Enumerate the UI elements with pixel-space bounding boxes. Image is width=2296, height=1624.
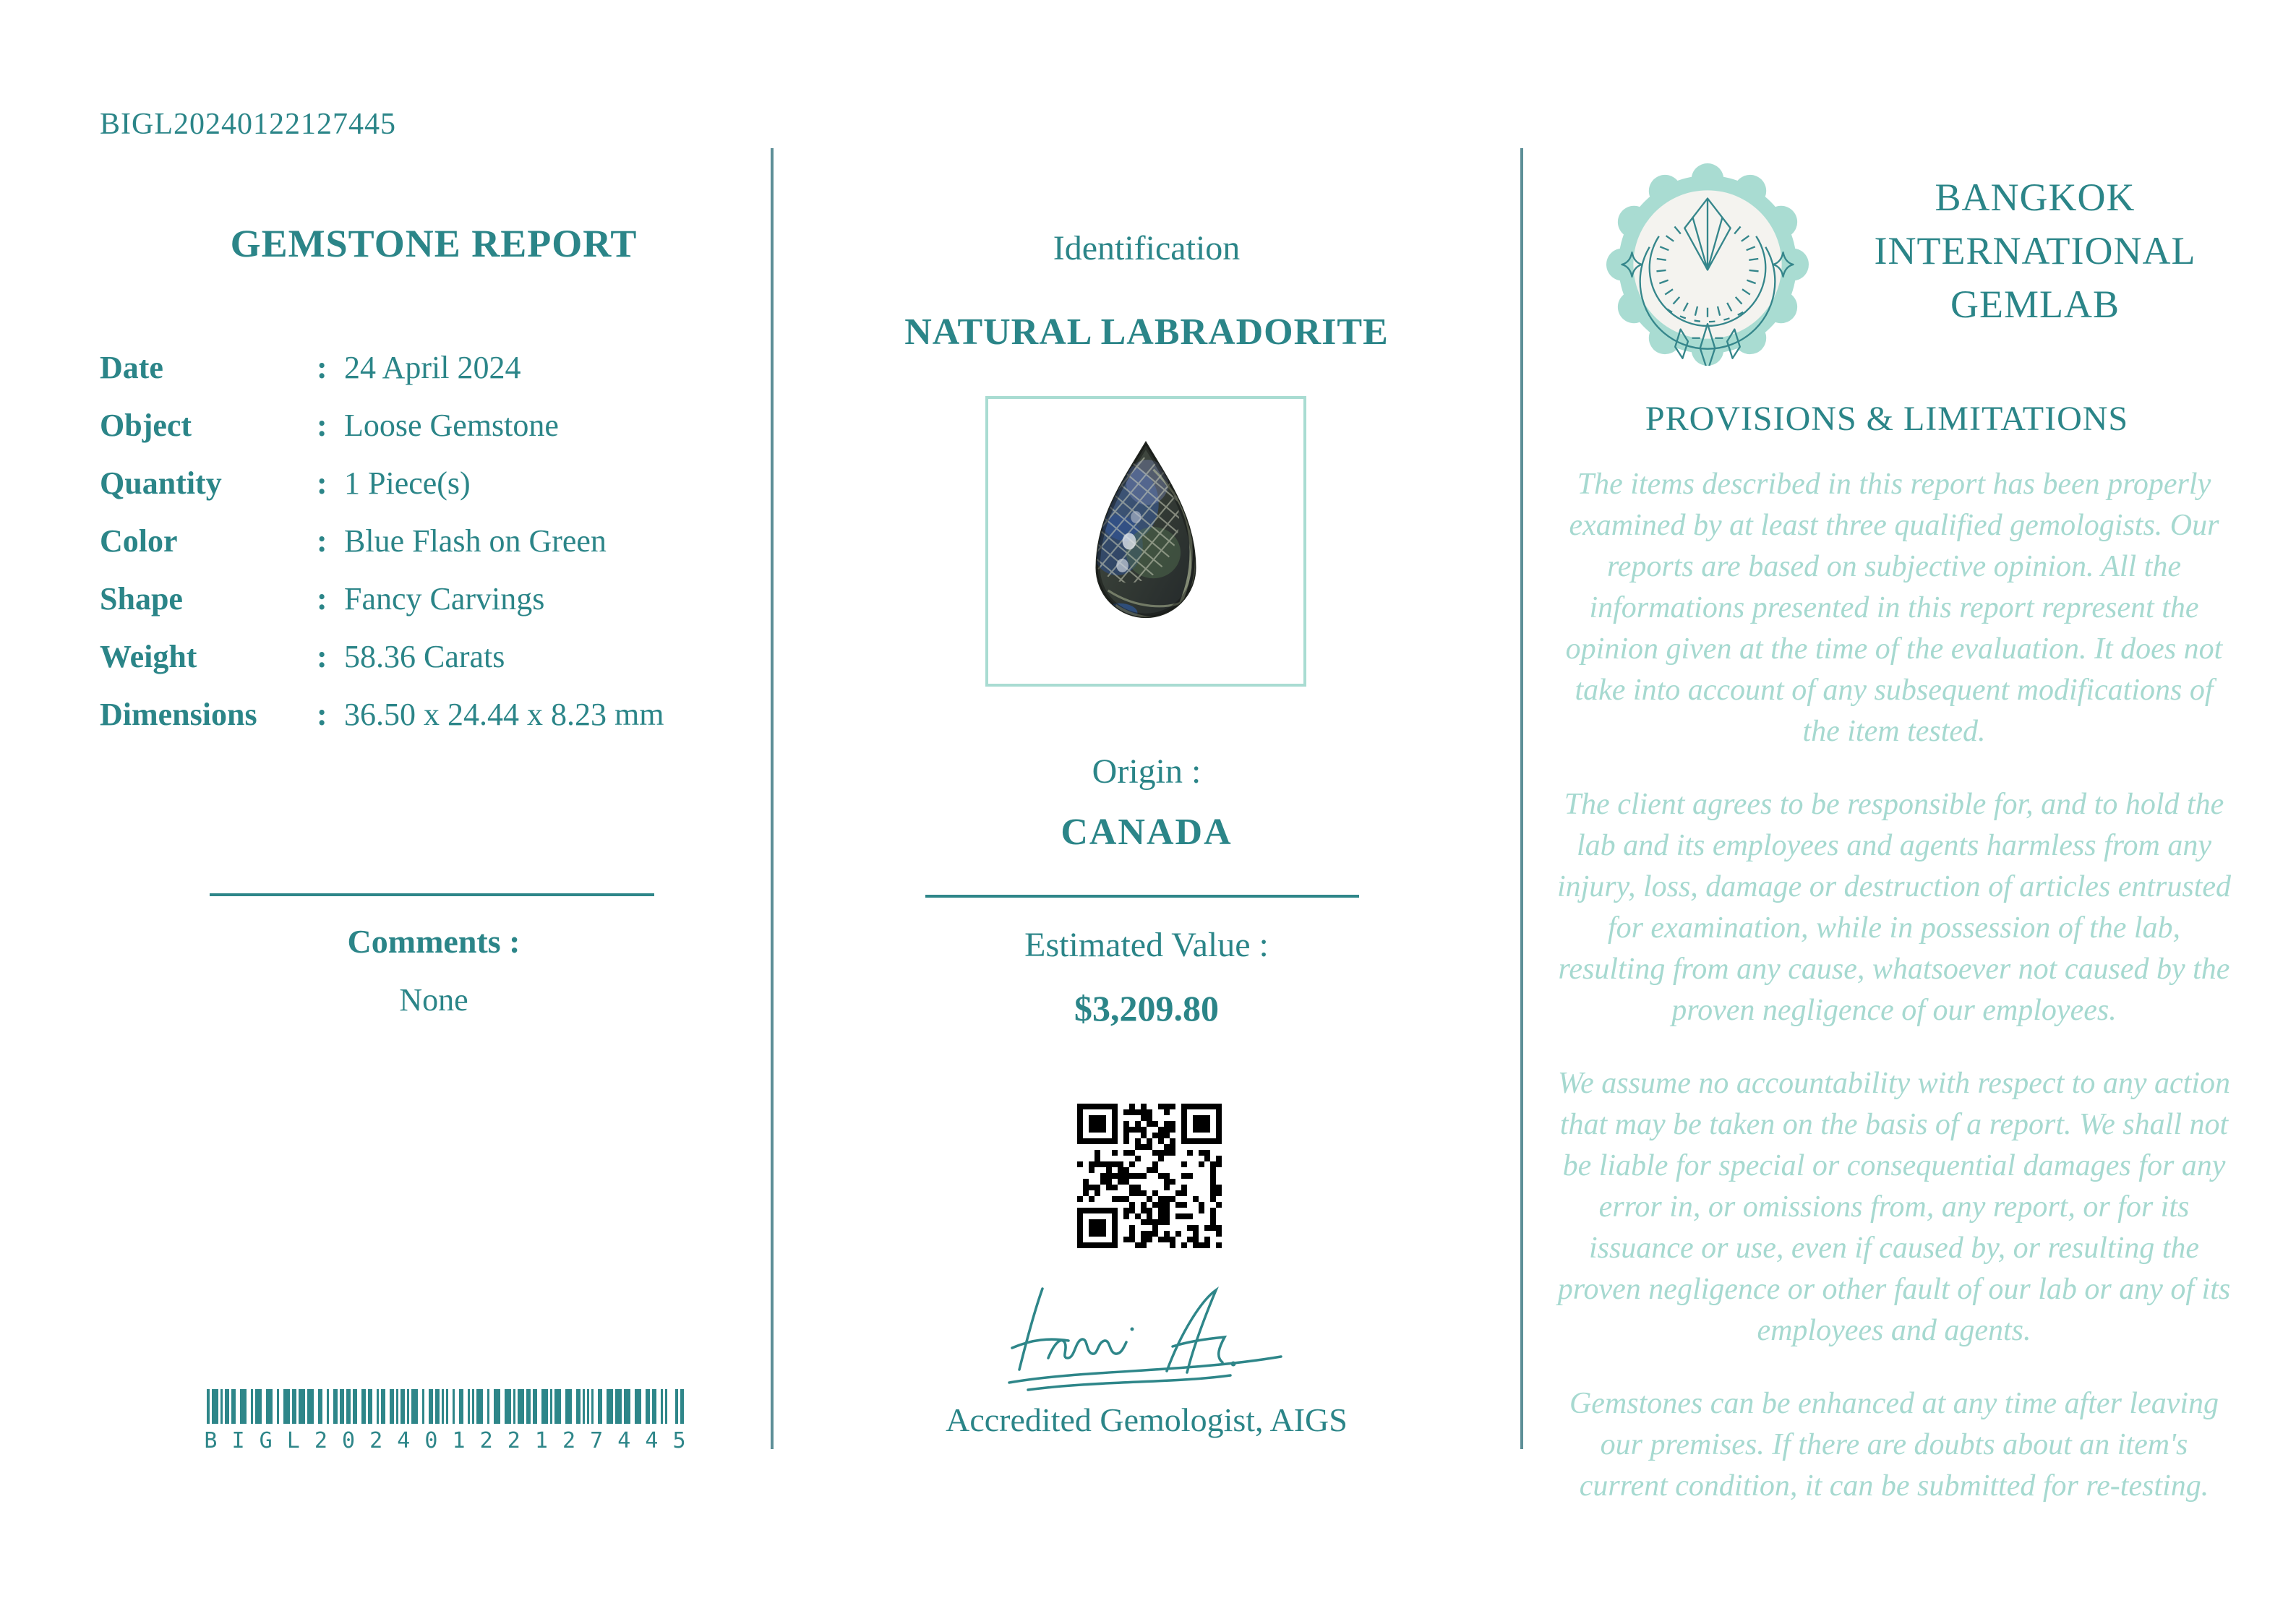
lab-logo-badge: [1606, 163, 1809, 366]
qr-code: [1077, 1104, 1222, 1248]
report-title: GEMSTONE REPORT: [230, 222, 638, 265]
field-colon: :: [317, 349, 327, 385]
accreditation-line: Accredited Gemologist, AIGS: [946, 1401, 1348, 1438]
field-colon: :: [317, 696, 327, 732]
field-value: Fancy Carvings: [344, 580, 545, 616]
field-label: Quantity: [100, 465, 222, 501]
column-divider-right: [1520, 148, 1523, 1449]
field-row-color: [100, 512, 772, 570]
qr-code-pattern: [1077, 1104, 1222, 1248]
field-value: Loose Gemstone: [344, 407, 559, 443]
provisions-paragraphs: [1554, 464, 2234, 1539]
field-colon: :: [317, 407, 327, 443]
field-row-weight: [100, 627, 772, 685]
gemologist-signature: [998, 1273, 1301, 1396]
field-label: Date: [100, 349, 163, 385]
value-divider-line: [925, 895, 1359, 898]
provisions-paragraph-2: The client agrees to be responsible for, and to hold the lab and its employees and agents harmless from any injury, loss, damage or destruction of articles entrusted for examination, while in possession of the lab, resulting from any cause, whatsoever not caused by the proven negligence of our employees.: [1556, 788, 2232, 1027]
lab-name: [1829, 171, 2241, 331]
barcode: [207, 1389, 684, 1424]
report-number: BIGL20240122127445: [100, 108, 396, 141]
field-row-dimensions: [100, 685, 772, 743]
field-value: 1 Piece(s): [344, 465, 471, 501]
field-value: 24 April 2024: [344, 349, 521, 385]
provisions-paragraph-1: The items described in this report has been properly examined by at least three qualified gemologists. Our reports are based on subjective opinion. All the informations presented in this report represent the opinion given at the time of the evaluation. It does not take into account of any subsequent modifications of the item tested.: [1565, 468, 2223, 748]
barcode-bars: [207, 1389, 684, 1424]
signature-strokes: [998, 1273, 1301, 1396]
field-list: [100, 338, 772, 743]
field-value: Blue Flash on Green: [344, 523, 607, 559]
comments-divider-line: [210, 893, 654, 896]
field-row-object: [100, 396, 772, 454]
field-value: 58.36 Carats: [344, 638, 505, 674]
lab-name-line-3: GEMLAB: [1950, 283, 2120, 326]
estimated-value-label: Estimated Value :: [1024, 926, 1269, 964]
provisions-paragraph-3: We assume no accountability with respect to any action that may be taken on the basis of a report. We shall not be liable for special or consequential damages for any error in, or omissions from, any report, or for its issuance or use, even if caused by, or resulting the proven negligence or other fault of our lab or any of its employees and agents.: [1557, 1067, 2231, 1347]
field-row-shape: [100, 570, 772, 627]
lab-name-line-1: BANGKOK: [1935, 176, 2136, 219]
field-label: Shape: [100, 580, 183, 616]
provisions-paragraph-4: Gemstones can be enhanced at any time after leaving our premises. If there are doubts about an item's current condition, it can be submitted for re-testing.: [1569, 1387, 2219, 1503]
field-colon: :: [317, 580, 327, 616]
field-row-quantity: [100, 454, 772, 512]
field-value: 36.50 x 24.44 x 8.23 mm: [344, 696, 664, 732]
field-label: Dimensions: [100, 696, 257, 732]
field-colon: :: [317, 523, 327, 559]
barcode-text: B I G L 2 0 2 4 0 1 2 2 1 2 7 4 4 5: [204, 1428, 687, 1453]
estimated-value-amount: $3,209.80: [1074, 988, 1219, 1028]
field-colon: :: [317, 638, 327, 674]
field-label: Weight: [100, 638, 197, 674]
gem-photo-frame: [985, 396, 1306, 687]
origin-label: Origin :: [1092, 752, 1201, 791]
lab-logo: [1606, 163, 1809, 366]
field-label: Color: [100, 523, 178, 559]
comments-heading: Comments :: [347, 923, 521, 960]
identification-heading: Identification: [1053, 229, 1241, 267]
provisions-title: PROVISIONS & LIMITATIONS: [1645, 400, 2129, 438]
lab-name-line-2: INTERNATIONAL: [1874, 229, 2196, 272]
field-colon: :: [317, 465, 327, 501]
field-row-date: [100, 338, 772, 396]
comments-value: None: [399, 982, 468, 1018]
origin-value: CANADA: [1061, 812, 1233, 853]
gem-name: NATURAL LABRADORITE: [904, 312, 1389, 353]
gem-photo: [1063, 426, 1229, 657]
field-label: Object: [100, 407, 192, 443]
